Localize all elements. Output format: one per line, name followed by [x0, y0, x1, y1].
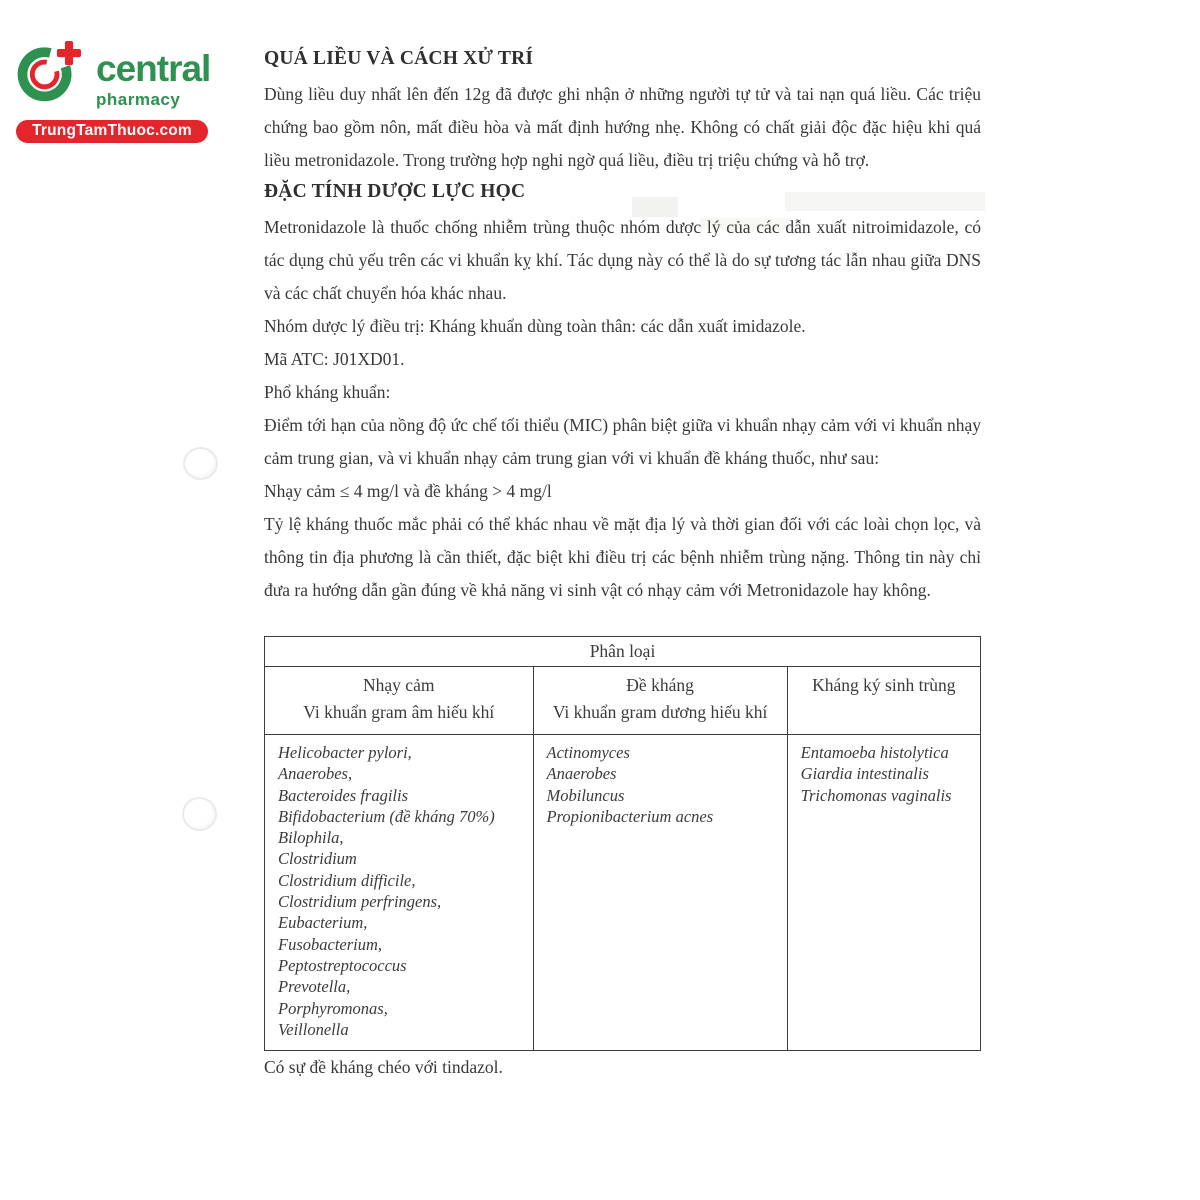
cell-antiparasitic-species [787, 735, 980, 1051]
paragraph-mic: Điểm tới hạn của nồng độ ức chế tối thiểu (MIC) phân biệt giữa vi khuẩn nhạy cảm với vi khuẩn nhạy cảm trung gian, và vi khuẩn nhạy cảm trung gian với vi khuẩn đề kháng thuốc, như sau: [264, 415, 981, 468]
species-item: Eubacterium, [278, 913, 368, 933]
species-item: Clostridium [278, 849, 357, 869]
species-item: Clostridium perfringens, [278, 892, 442, 912]
header-antiparasitic-line1: Kháng ký sinh trùng [812, 675, 956, 695]
paragraph-atc-code: Mã ATC: J01XD01. [264, 349, 405, 369]
header-sensitive [265, 667, 534, 735]
header-resistant-line1: Đề kháng [626, 675, 694, 695]
section-heading-pharmacodynamics: ĐẶC TÍNH DƯỢC LỰC HỌC [264, 181, 526, 202]
paragraph-pharmacology: Metronidazole là thuốc chống nhiễm trùng thuộc nhóm dược lý của các dẫn xuất nitroimidazole, có tác dụng chủ yếu trên các vi khuẩn kỵ khí. Tác dụng này có thể là do sự tương tác lẫn nhau giữa DNS và các chất chuyển hóa khác nhau. [264, 217, 981, 303]
species-item: Porphyromonas, [278, 998, 388, 1018]
leaflet-text-column [264, 44, 981, 1084]
brand-name: central [96, 48, 211, 89]
table-title-row [265, 637, 981, 667]
subheading-antibacterial-spectrum: Phổ kháng khuẩn: [264, 382, 391, 402]
species-item: Prevotella, [278, 977, 351, 997]
species-item: Propionibacterium acnes [546, 806, 714, 826]
species-item: Bilophila, [278, 828, 344, 848]
paragraph-overdose: Dùng liều duy nhất lên đến 12g đã được ghi nhận ở những người tự tử và tai nạn quá liều. Các triệu chứng bao gồm nôn, mất điều hòa và mất định hướng nhẹ. Không có chất giải độc đặc hiệu khi quá liều metronidazole. Trong trường hợp nghi ngờ quá liều, điều trị triệu chứng và hỗ trợ. [264, 84, 981, 170]
cell-resistant-species [533, 735, 787, 1051]
species-item: Mobiluncus [546, 785, 625, 805]
header-antiparasitic [787, 667, 980, 735]
species-item: Actinomyces [546, 743, 630, 762]
species-item: Bifidobacterium (đề kháng 70%) [278, 806, 495, 826]
website-badge: TrungTamThuoc.com [16, 120, 208, 143]
species-item: Anaerobes [546, 764, 617, 784]
header-sensitive-line1: Nhạy cảm [363, 675, 435, 695]
species-item: Giardia intestinalis [800, 764, 929, 784]
brand-subtitle: pharmacy [96, 90, 181, 109]
cell-sensitive-species [265, 735, 534, 1051]
header-sensitive-line2: Vi khuẩn gram âm hiếu khí [303, 702, 495, 722]
table-title: Phân loại [265, 637, 981, 667]
hole-punch-mark [183, 447, 218, 480]
paragraph-threshold: Nhạy cảm ≤ 4 mg/l và đề kháng > 4 mg/l [264, 481, 552, 501]
species-item: Trichomonas vaginalis [800, 785, 952, 805]
table-header-row [265, 667, 981, 735]
species-item: Helicobacter pylori, [278, 743, 412, 762]
pharmacy-logo [16, 36, 216, 143]
species-item: Veillonella [278, 1019, 349, 1039]
central-pharmacy-logo-icon [16, 36, 94, 110]
species-item: Entamoeba histolytica [800, 743, 949, 762]
species-item: Anaerobes, [278, 764, 353, 784]
species-item: Peptostreptococcus [278, 955, 407, 975]
species-item: Fusobacterium, [278, 934, 383, 954]
header-resistant-line2: Vi khuẩn gram dương hiếu khí [552, 702, 768, 722]
table-body-row [265, 735, 981, 1051]
species-item: Bacteroides fragilis [278, 785, 409, 805]
cross-resistance-note: Có sự đề kháng chéo với tindazol. [264, 1057, 503, 1078]
paragraph-acquired-resistance: Tỷ lệ kháng thuốc mắc phải có thể khác nhau về mặt địa lý và thời gian đối với các loài chọn lọc, và thông tin địa phương là cần thiết, đặc biệt khi điều trị các bệnh nhiễm trùng nặng. Thông tin này chỉ đưa ra hướng dẫn gần đúng về khả năng vi sinh vật có nhạy cảm với Metronidazole hay không. [264, 514, 981, 600]
hole-punch-mark [182, 797, 217, 831]
paragraph-therapeutic-group: Nhóm dược lý điều trị: Kháng khuẩn dùng toàn thân: các dẫn xuất imidazole. [264, 316, 806, 336]
header-resistant [533, 667, 787, 735]
section-heading-overdose: QUÁ LIỀU VÀ CÁCH XỬ TRÍ [264, 48, 534, 69]
classification-table [264, 636, 981, 1051]
species-item: Clostridium difficile, [278, 870, 416, 890]
